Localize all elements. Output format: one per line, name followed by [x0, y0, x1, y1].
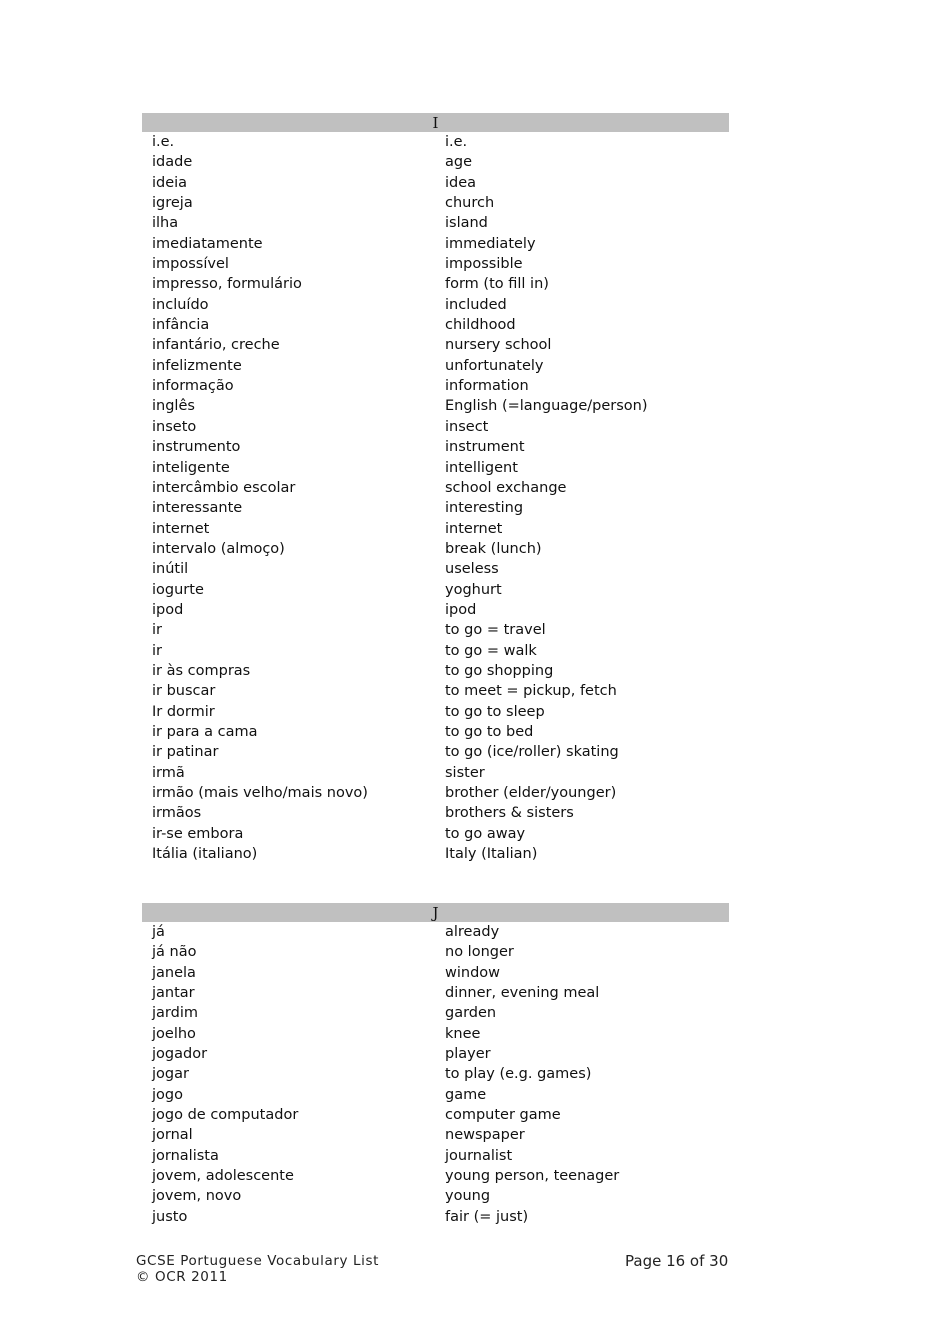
portuguese-term: intervalo (almoço) [152, 540, 285, 557]
portuguese-term: joelho [152, 1025, 196, 1042]
english-translation: church [445, 195, 495, 212]
english-translation: intelligent [445, 459, 518, 476]
vocab-row [142, 1146, 729, 1166]
portuguese-term: inseto [152, 418, 197, 435]
portuguese-term: infantário, creche [152, 337, 280, 354]
portuguese-term: impossível [152, 256, 229, 273]
english-translation: computer game [445, 1107, 561, 1124]
portuguese-term: i.e. [152, 134, 175, 150]
portuguese-term: igreja [152, 195, 193, 212]
vocab-row [142, 742, 729, 762]
english-translation: internet [445, 520, 503, 537]
english-translation: interesting [445, 500, 524, 517]
portuguese-term: internet [152, 520, 210, 537]
vocab-row [142, 152, 729, 172]
english-translation: immediately [445, 235, 536, 252]
footer-document-info [136, 1253, 379, 1285]
english-translation: newspaper [445, 1127, 525, 1144]
english-translation: island [445, 215, 488, 232]
english-translation: to meet = pickup, fetch [445, 683, 617, 700]
vocab-row [142, 437, 729, 457]
english-translation: journalist [445, 1147, 513, 1164]
english-translation: information [445, 378, 529, 395]
vocab-row [142, 803, 729, 823]
vocab-row [142, 1044, 729, 1064]
english-translation: English (=language/person) [445, 398, 648, 415]
english-translation: brothers & sisters [445, 805, 574, 822]
portuguese-term: infelizmente [152, 357, 242, 374]
portuguese-term: jovem, novo [152, 1188, 242, 1205]
portuguese-term: incluído [152, 296, 209, 313]
english-translation: fair (= just) [445, 1208, 529, 1225]
english-translation: to go = walk [445, 642, 537, 659]
vocab-row [142, 458, 729, 478]
portuguese-term: Ir dormir [152, 703, 215, 720]
vocab-row [142, 580, 729, 600]
portuguese-term: jornalista [152, 1147, 219, 1164]
portuguese-term: ir-se embora [152, 825, 244, 842]
english-translation: impossible [445, 256, 523, 273]
vocab-row [142, 661, 729, 681]
portuguese-term: jardim [152, 1005, 198, 1022]
vocab-row [142, 783, 729, 803]
portuguese-term: ir às compras [152, 662, 251, 679]
english-translation: i.e. [445, 134, 468, 150]
english-translation: useless [445, 561, 499, 578]
portuguese-term: justo [152, 1208, 188, 1225]
vocab-row [142, 295, 729, 315]
vocab-row [142, 193, 729, 213]
vocab-row [142, 254, 729, 274]
english-translation: sister [445, 764, 485, 781]
english-translation: instrument [445, 439, 525, 456]
english-translation: to play (e.g. games) [445, 1066, 592, 1083]
english-translation: insect [445, 418, 489, 435]
portuguese-term: jogar [152, 1066, 189, 1083]
vocab-row [142, 1186, 729, 1206]
portuguese-term: jornal [152, 1127, 193, 1144]
vocab-row [142, 376, 729, 396]
english-translation: included [445, 296, 507, 313]
english-translation: nursery school [445, 337, 552, 354]
vocab-row [142, 824, 729, 844]
vocab-row [142, 942, 729, 962]
portuguese-term: irmã [152, 764, 185, 781]
vocab-row [142, 1166, 729, 1186]
english-translation: already [445, 924, 500, 940]
portuguese-term: Itália (italiano) [152, 846, 258, 863]
vocab-list [142, 132, 729, 864]
vocab-list [142, 922, 729, 1227]
vocab-row [142, 763, 729, 783]
vocab-row [142, 356, 729, 376]
english-translation: knee [445, 1025, 481, 1042]
english-translation: player [445, 1046, 491, 1063]
english-translation: age [445, 154, 473, 171]
portuguese-term: irmãos [152, 805, 202, 822]
vocab-row [142, 234, 729, 254]
portuguese-term: irmão (mais velho/mais novo) [152, 785, 368, 801]
english-translation: window [445, 964, 501, 981]
english-translation: to go to sleep [445, 703, 545, 720]
portuguese-term: ir buscar [152, 683, 216, 700]
section-letter-header: I [142, 113, 729, 132]
vocab-row [142, 702, 729, 722]
vocab-section-i [142, 113, 729, 864]
english-translation: dinner, evening meal [445, 985, 600, 1002]
english-translation: to go to bed [445, 723, 534, 740]
vocab-row [142, 478, 729, 498]
portuguese-term: idade [152, 154, 193, 171]
vocab-section-j [142, 903, 729, 1227]
portuguese-term: instrumento [152, 439, 241, 456]
portuguese-term: janela [152, 964, 196, 981]
portuguese-term: ipod [152, 601, 184, 618]
vocab-row [142, 641, 729, 661]
portuguese-term: ir patinar [152, 744, 219, 761]
english-translation: to go (ice/roller) skating [445, 744, 619, 761]
vocab-row [142, 498, 729, 518]
vocab-row [142, 1024, 729, 1044]
english-translation: no longer [445, 944, 514, 961]
portuguese-term: ilha [152, 215, 179, 232]
portuguese-term: jovem, adolescente [152, 1168, 294, 1185]
portuguese-term: jantar [152, 985, 195, 1002]
vocab-row [142, 335, 729, 355]
english-translation: idea [445, 174, 477, 191]
english-translation: childhood [445, 317, 516, 334]
vocab-row [142, 417, 729, 437]
portuguese-term: inteligente [152, 459, 230, 476]
vocab-row [142, 396, 729, 416]
vocab-row [142, 173, 729, 193]
portuguese-term: impresso, formulário [152, 276, 302, 293]
english-translation: garden [445, 1005, 497, 1022]
portuguese-term: inglês [152, 398, 195, 415]
section-letter-header: J [142, 903, 729, 922]
vocab-row [142, 213, 729, 233]
english-translation: young person, teenager [445, 1168, 620, 1185]
portuguese-term: ir para a cama [152, 723, 258, 740]
vocab-row [142, 315, 729, 335]
english-translation: school exchange [445, 479, 567, 496]
vocab-row [142, 722, 729, 742]
portuguese-term: ir [152, 622, 162, 639]
portuguese-term: imediatamente [152, 235, 263, 252]
english-translation: break (lunch) [445, 540, 542, 557]
vocab-row [142, 1105, 729, 1125]
vocab-row [142, 1125, 729, 1145]
portuguese-term: ideia [152, 174, 188, 191]
vocab-row [142, 1003, 729, 1023]
portuguese-term: intercâmbio escolar [152, 479, 296, 496]
portuguese-term: jogador [152, 1046, 208, 1063]
vocab-row [142, 1064, 729, 1084]
english-translation: brother (elder/younger) [445, 785, 617, 801]
english-translation: to go = travel [445, 622, 546, 639]
english-translation: ipod [445, 601, 477, 618]
vocab-row [142, 620, 729, 640]
vocab-row [142, 274, 729, 294]
portuguese-term: informação [152, 378, 234, 395]
vocab-row [142, 559, 729, 579]
vocab-row [142, 922, 729, 942]
english-translation: young [445, 1188, 491, 1205]
portuguese-term: interessante [152, 500, 243, 517]
english-translation: Italy (Italian) [445, 846, 538, 863]
portuguese-term: inútil [152, 561, 189, 578]
portuguese-term: já [152, 924, 165, 940]
portuguese-term: ir [152, 642, 162, 659]
vocab-row [142, 1207, 729, 1227]
portuguese-term: iogurte [152, 581, 204, 598]
portuguese-term: já não [152, 944, 197, 961]
vocab-row [142, 963, 729, 983]
vocab-row [142, 600, 729, 620]
english-translation: to go shopping [445, 662, 554, 679]
portuguese-term: jogo [152, 1086, 183, 1103]
vocab-row [142, 983, 729, 1003]
vocab-row [142, 519, 729, 539]
vocab-row [142, 132, 729, 152]
vocab-row [142, 844, 729, 864]
english-translation: form (to fill in) [445, 276, 549, 293]
english-translation: to go away [445, 825, 526, 842]
page-number: Page 16 of 30 [625, 1252, 729, 1270]
vocab-row [142, 681, 729, 701]
footer-copyright: © OCR 2011 [136, 1269, 228, 1285]
portuguese-term: infância [152, 317, 210, 334]
english-translation: game [445, 1086, 487, 1103]
english-translation: unfortunately [445, 357, 544, 374]
vocab-row [142, 1085, 729, 1105]
vocab-row [142, 539, 729, 559]
footer-title: GCSE Portuguese Vocabulary List [136, 1253, 379, 1269]
portuguese-term: jogo de computador [152, 1107, 299, 1124]
english-translation: yoghurt [445, 581, 502, 598]
